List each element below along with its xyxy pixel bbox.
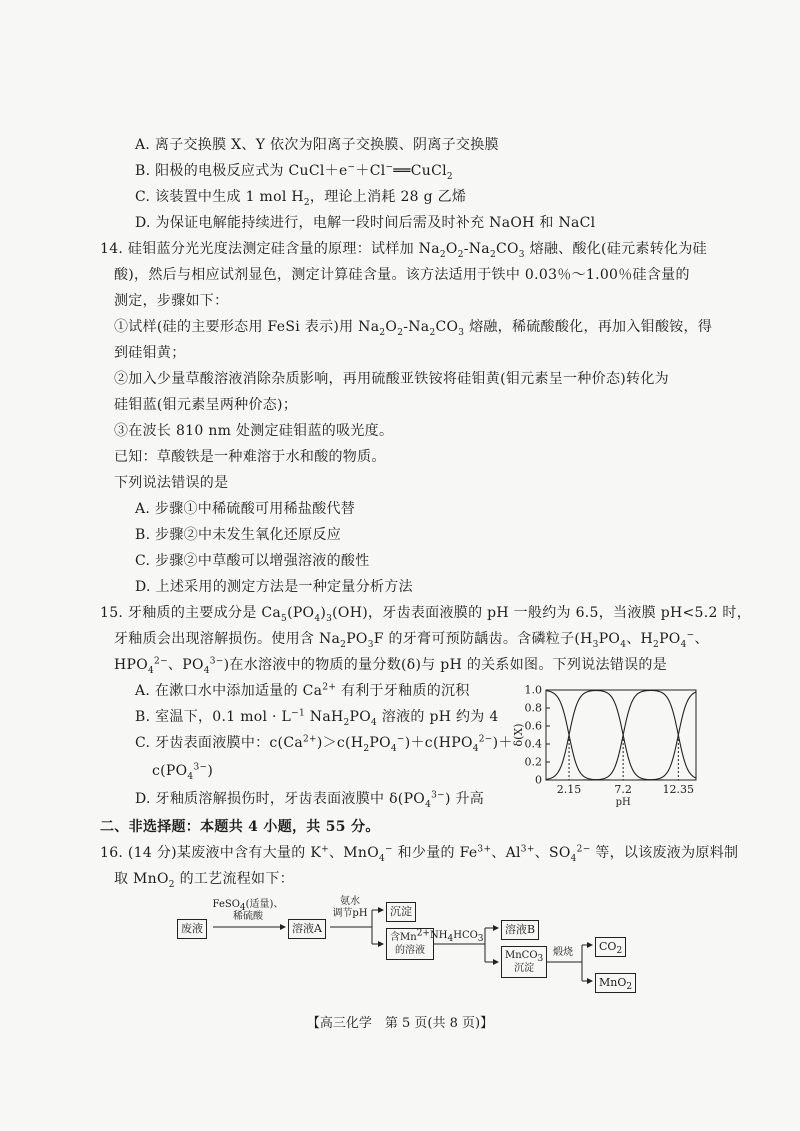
- x-axis-label: pH: [615, 797, 631, 808]
- q14-step2-line2: 硅钼蓝(钼元素呈两种价态)；: [114, 397, 298, 413]
- q13-option-b: B. 阳极的电极反应式为 CuCl＋e−＋Cl−══CuCl$_2$: [135, 162, 453, 182]
- flow-solution-b-box: 溶液B: [501, 920, 539, 940]
- y-tick-label: 0.8: [524, 701, 542, 715]
- q14-known: 已知：草酸铁是一种难溶于水和酸的物质。: [114, 449, 386, 465]
- q14-step1-line1: ①试样(硅的主要形态用 FeSi 表示)用 $Na_2O_2-Na_2CO_3$ 熔融，稀硫酸酸化，再加入钼酸铵，得: [114, 319, 713, 338]
- y-tick-label: 0.6: [524, 719, 542, 733]
- q14-option-d: D. 上述采用的测定方法是一种定量分析方法: [135, 579, 413, 595]
- section2-title: 二、非选择题：本题共 4 小题，共 55 分。: [100, 819, 380, 835]
- flow-reagent2: 氨水 调节pH: [332, 896, 368, 919]
- q14-step2-line1: ②加入少量草酸溶液消除杂质影响，再用硫酸亚铁铵将硅钼黄(钼元素呈一种价态)转化为: [114, 371, 669, 387]
- q14-step1-line2: 到硅钼黄；: [114, 345, 186, 361]
- q15-option-c-line1: C. 牙齿表面液膜中：$c(Ca^{2+})>c(H_2PO_4^-)+c(HPO_4^{2-})+$: [135, 734, 513, 754]
- q15-option-b: B. 室温下，0.1 mol · $L^{-1}$ $NaH_2PO_4$ 溶液的 pH 约为 4: [135, 708, 499, 728]
- q15-option-d: D. 牙釉质溶解损伤时，牙齿表面液膜中 $\delta(PO_4^{3-})$ 升高: [135, 790, 485, 810]
- q13-option-a: A. 离子交换膜 X、Y 依次为阳离子交换膜、阴离子交换膜: [135, 137, 499, 153]
- q14-step3: ③在波长 810 nm 处测定硅钼蓝的吸光度。: [114, 423, 394, 439]
- flow-mno2-box: MnO$_2$: [595, 973, 636, 993]
- q13-option-d: D. 为保证电解能持续进行，电解一段时间后需及时补充 NaOH 和 NaCl: [135, 215, 596, 231]
- q14-stem-line3: 测定，步骤如下：: [114, 293, 229, 309]
- q14-option-c: C. 步骤②中草酸可以增强溶液的酸性: [135, 553, 370, 569]
- y-tick-label: 1.0: [524, 683, 542, 697]
- q14-ask: 下列说法错误的是: [114, 475, 229, 491]
- q15-stem-line2: 牙釉质会出现溶解损伤。使用含 $Na_2PO_3F$ 的牙膏可预防龋齿。含磷粒子($H_3PO_4$、$H_2PO_4^-$、: [114, 630, 709, 650]
- q14-stem-line1: 14. 硅钼蓝分光光度法测定硅含量的原理：试样加 $Na_2O_2-Na_2CO_3$ 熔融、酸化(硅元素转化为硅: [100, 241, 707, 260]
- q14-stem-line2: 酸)，然后与相应试剂显色，测定计算硅含量。该方法适用于铁中 0.03％～1.00％硅含量的: [114, 267, 690, 283]
- flow-calcine-label: 煅烧: [553, 947, 573, 958]
- flow-reagent1: FeSO$_4$(适量)、 稀硫酸: [212, 899, 284, 922]
- y-tick-label: 0.2: [524, 755, 542, 769]
- q15-stem-line3: $HPO_4^{2-}$、$PO_4^{3-}$)在水溶液中的物质的量分数(δ)与 pH 的关系如图。下列说法错误的是: [114, 656, 668, 676]
- q16-stem-line2: 取 MnO$_2$ 的工艺流程如下：: [114, 871, 294, 890]
- y-tick-label: 0.4: [524, 737, 542, 751]
- q16-stem-line1: 16. (14 分)某废液中含有大量的 K+、MnO$_4$− 和少量的 $Fe^{3+}$、$Al^{3+}$、$SO_4^{2-}$ 等，以该废液为原料制: [100, 844, 739, 864]
- flow-mnco3-box: MnCO$_3$ 沉淀: [501, 946, 547, 978]
- q15-stem-line1: 15. 牙釉质的主要成分是 $Ca_5(PO_4)_3(OH)$，牙齿表面液膜的 pH 一般约为 6.5，当液膜 pH<5.2 时，: [100, 605, 752, 624]
- flow-solution-a-box: 溶液A: [288, 919, 326, 939]
- page-footer: 【高三化学 第 5 页(共 8 页)】: [306, 1016, 494, 1031]
- x-tick-label: 2.15: [556, 783, 582, 796]
- q13-option-c: C. 该装置中生成 1 mol $H_2$，理论上消耗 28 g 乙烯: [135, 189, 467, 208]
- q15-option-c-line2: $c(PO_4^{3-})$: [152, 762, 214, 782]
- q15-option-a: A. 在漱口水中添加适量的 $Ca^{2+}$ 有利于牙釉质的沉积: [135, 682, 470, 699]
- q14-option-b: B. 步骤②中未发生氧化还原反应: [135, 527, 341, 543]
- q14-option-a: A. 步骤①中稀硫酸可用稀盐酸代替: [135, 501, 356, 517]
- flow-precipitate-box: 沉淀: [386, 902, 416, 922]
- x-tick-label: 7.2: [614, 783, 632, 796]
- x-tick-label: 12.35: [662, 783, 695, 796]
- flow-waste-box: 废液: [177, 919, 207, 939]
- flow-reagent3: $NH_4HCO_3$: [430, 930, 484, 944]
- flow-co2-box: $CO_2$: [595, 937, 626, 957]
- y-axis-label: δ(X): [512, 723, 525, 747]
- y-tick-label: 0: [535, 773, 542, 787]
- flow-mn-solution-box: 含$Mn^{2+}$ 的溶液: [386, 928, 434, 960]
